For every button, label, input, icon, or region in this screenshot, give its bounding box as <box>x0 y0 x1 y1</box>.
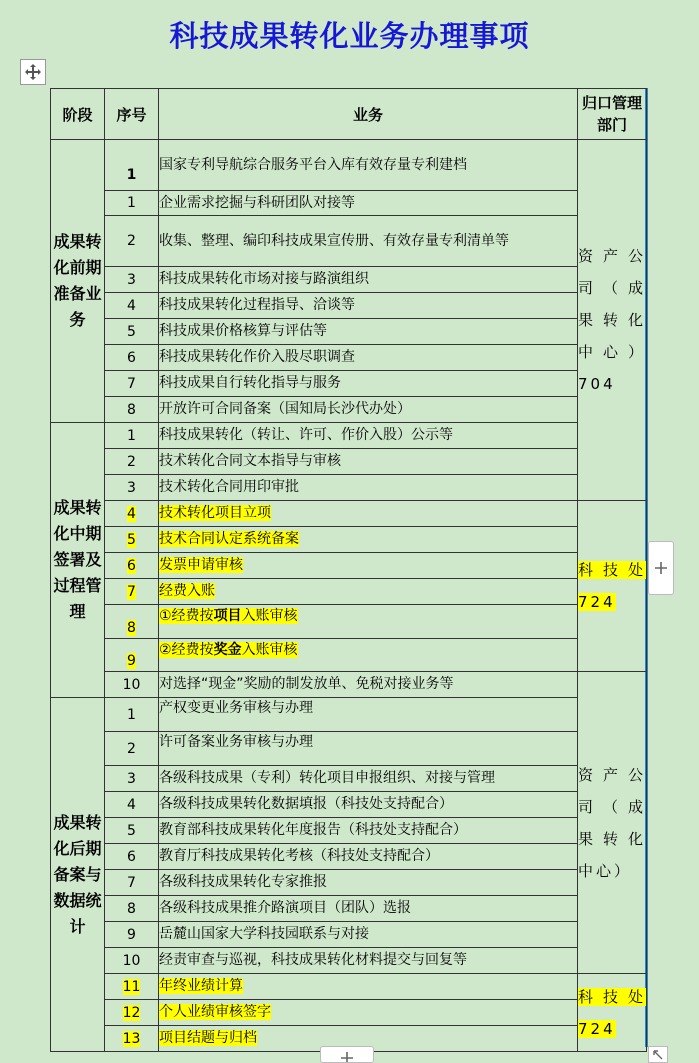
business-cell: 许可备案业务审核与办理 <box>159 732 578 766</box>
table-row <box>51 527 647 553</box>
business-cell: 技术转化合同用印审批 <box>159 475 578 501</box>
row-number: 10 <box>105 672 159 698</box>
table-row <box>51 371 647 397</box>
row-number: 5 <box>105 527 159 553</box>
table-row <box>51 698 647 732</box>
header-stage: 阶段 <box>51 89 105 140</box>
table-row <box>51 553 647 579</box>
business-cell: 科技成果转化作价入股尽职调查 <box>159 345 578 371</box>
table-row <box>51 475 647 501</box>
table-row <box>51 423 647 449</box>
row-number: 9 <box>105 639 159 672</box>
table-resize-handle[interactable] <box>648 1046 668 1063</box>
row-number: 7 <box>105 579 159 605</box>
row-number: 4 <box>105 293 159 319</box>
row-number: 1 <box>105 698 159 732</box>
table-row <box>51 345 647 371</box>
business-cell: 对选择“现金”奖励的制发放单、免税对接业务等 <box>159 672 578 698</box>
business-cell: 技术转化合同文本指导与审核 <box>159 449 578 475</box>
dept-cell-1: 资产公司（成果转化中心）704 <box>578 140 647 501</box>
table-row <box>51 948 647 974</box>
business-cell: 岳麓山国家大学科技园联系与对接 <box>159 922 578 948</box>
table-row <box>51 501 647 527</box>
dept-cell-3: 资产公司（成果转化中心） <box>578 672 647 974</box>
table-row <box>51 896 647 922</box>
header-dept: 归口管理部门 <box>578 89 647 140</box>
business-cell: 发票申请审核 <box>159 553 578 579</box>
header-seq: 序号 <box>105 89 159 140</box>
table-row <box>51 579 647 605</box>
business-cell: 各级科技成果转化专家推报 <box>159 870 578 896</box>
row-number: 5 <box>105 319 159 345</box>
move-arrows-icon <box>24 63 42 81</box>
dept-cell-4: 科技处724 <box>578 974 647 1052</box>
table-row <box>51 1000 647 1026</box>
row-number: 13 <box>105 1026 159 1052</box>
table-row <box>51 639 647 672</box>
table-row <box>51 319 647 345</box>
table-row <box>51 293 647 319</box>
table-row <box>51 397 647 423</box>
business-cell: 经费入账 <box>159 579 578 605</box>
business-cell: 经责审查与巡视，科技成果转化材料提交与回复等 <box>159 948 578 974</box>
row-number: 6 <box>105 345 159 371</box>
business-cell: 教育厅科技成果转化考核（科技处支持配合） <box>159 844 578 870</box>
table-row <box>51 766 647 792</box>
business-cell: 科技成果自行转化指导与服务 <box>159 371 578 397</box>
table-row <box>51 974 647 1000</box>
stage-cell-2: 成果转化中期签署及过程管理 <box>51 423 105 698</box>
business-cell: 个人业绩审核签字 <box>159 1000 578 1026</box>
business-cell: 各级科技成果推介路演项目（团队）选报 <box>159 896 578 922</box>
business-cell: 科技成果转化过程指导、洽谈等 <box>159 293 578 319</box>
plus-icon <box>654 561 668 575</box>
table-row <box>51 267 647 293</box>
row-number: 7 <box>105 371 159 397</box>
business-cell: 企业需求挖掘与科研团队对接等 <box>159 191 578 216</box>
row-number: 1 <box>105 140 159 191</box>
stage-cell-3: 成果转化后期备案与数据统计 <box>51 698 105 1052</box>
table-row <box>51 732 647 766</box>
dept-cell-2: 科技处724 <box>578 501 647 672</box>
row-number: 3 <box>105 475 159 501</box>
row-number: 2 <box>105 449 159 475</box>
row-number: 8 <box>105 896 159 922</box>
table-row <box>51 140 647 191</box>
business-cell: 项目结题与归档 <box>159 1026 578 1052</box>
business-cell: 各级科技成果（专利）转化项目申报组织、对接与管理 <box>159 766 578 792</box>
table-row <box>51 449 647 475</box>
header-business: 业务 <box>159 89 578 140</box>
table-row <box>51 216 647 267</box>
table-row <box>51 870 647 896</box>
row-number: 8 <box>105 397 159 423</box>
table-row <box>51 605 647 639</box>
row-number: 1 <box>105 191 159 216</box>
resize-corner-icon <box>652 1049 664 1061</box>
business-cell: 收集、整理、编印科技成果宣传册、有效存量专利清单等 <box>159 216 578 267</box>
row-number: 3 <box>105 766 159 792</box>
table-move-handle[interactable] <box>20 59 46 85</box>
business-cell: 国家专利导航综合服务平台入库有效存量专利建档 <box>159 140 578 191</box>
business-cell: 科技成果转化（转让、许可、作价入股）公示等 <box>159 423 578 449</box>
table-row <box>51 792 647 818</box>
business-cell: 年终业绩计算 <box>159 974 578 1000</box>
row-number: 2 <box>105 216 159 267</box>
row-number: 4 <box>105 501 159 527</box>
business-cell: 技术转化项目立项 <box>159 501 578 527</box>
plus-icon <box>340 1051 354 1063</box>
business-cell: ①经费按项目入账审核 <box>159 605 578 639</box>
row-number: 6 <box>105 553 159 579</box>
table-row <box>51 922 647 948</box>
table-row <box>51 844 647 870</box>
row-number: 9 <box>105 922 159 948</box>
row-number: 5 <box>105 818 159 844</box>
row-number: 12 <box>105 1000 159 1026</box>
add-row-button[interactable] <box>320 1046 374 1063</box>
table-row <box>51 672 647 698</box>
business-cell: 产权变更业务审核与办理 <box>159 698 578 732</box>
business-cell: 科技成果价格核算与评估等 <box>159 319 578 345</box>
business-cell: 教育部科技成果转化年度报告（科技处支持配合） <box>159 818 578 844</box>
row-number: 3 <box>105 267 159 293</box>
row-number: 7 <box>105 870 159 896</box>
table-header-row <box>51 89 647 140</box>
row-number: 10 <box>105 948 159 974</box>
page-title: 科技成果转化业务办理事项 <box>169 19 530 53</box>
business-cell: 技术合同认定系统备案 <box>159 527 578 553</box>
row-number: 4 <box>105 792 159 818</box>
stage-cell-1: 成果转化前期准备业务 <box>51 140 105 423</box>
row-number: 8 <box>105 605 159 639</box>
table-row <box>51 818 647 844</box>
business-cell: 开放许可合同备案（国知局长沙代办处） <box>159 397 578 423</box>
row-number: 11 <box>105 974 159 1000</box>
business-cell: 各级科技成果转化数据填报（科技处支持配合） <box>159 792 578 818</box>
row-number: 1 <box>105 423 159 449</box>
business-cell: ②经费按奖金入账审核 <box>159 639 578 672</box>
business-cell: 科技成果转化市场对接与路演组织 <box>159 267 578 293</box>
business-table <box>50 88 647 1052</box>
add-column-button[interactable] <box>648 541 674 595</box>
row-number: 2 <box>105 732 159 766</box>
row-number: 6 <box>105 844 159 870</box>
table-row <box>51 191 647 216</box>
